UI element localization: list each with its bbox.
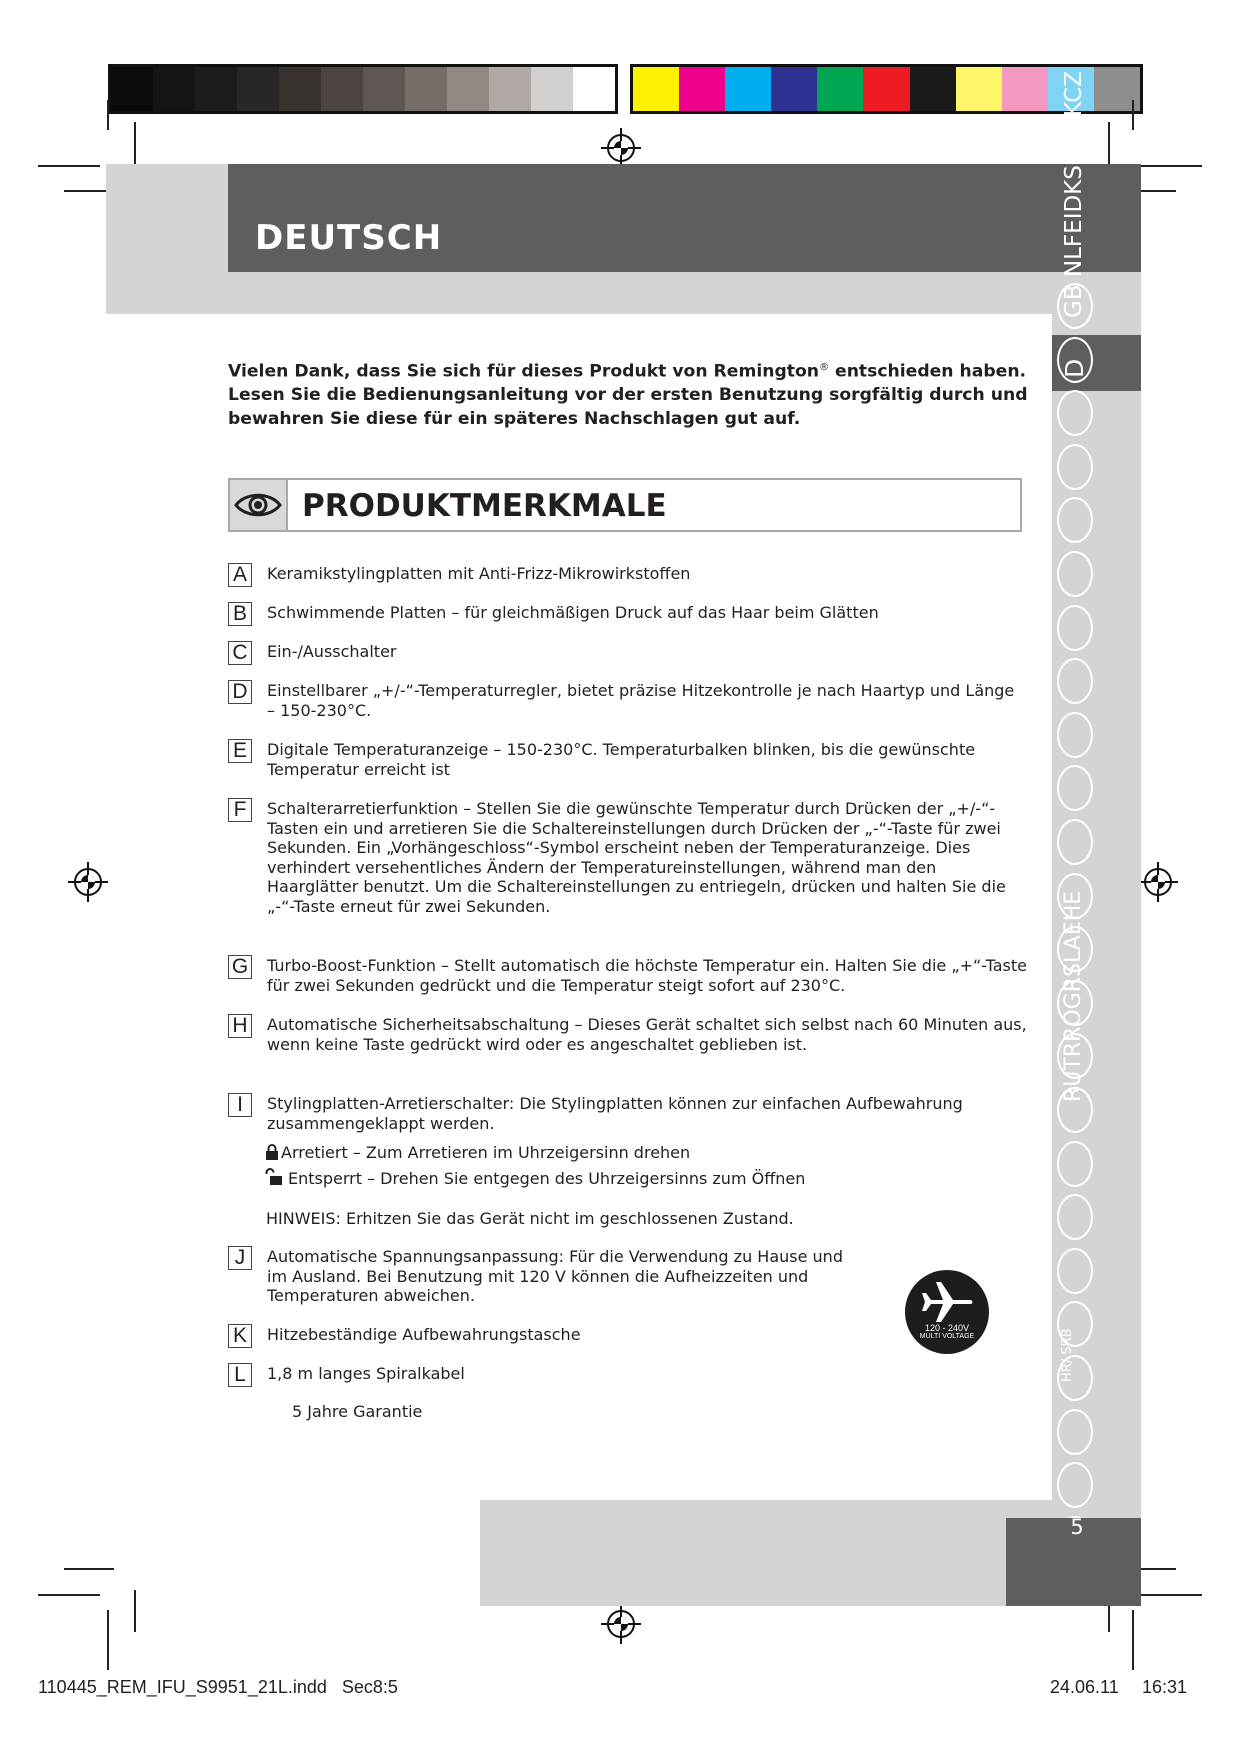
- intro-text-start: Vielen Dank, dass Sie sich für dieses Produkt von Remington: [228, 361, 820, 382]
- language-codes-top: GB NLFEIDKSFIPSKCZ: [1061, 71, 1087, 318]
- color-swatch: [195, 67, 237, 111]
- feature-letter: B: [228, 602, 252, 626]
- color-swatch: [725, 67, 772, 111]
- feature-letter: J: [228, 1246, 252, 1270]
- language-tab-circle[interactable]: [1057, 1141, 1093, 1187]
- feature-text: Stylingplatten-Arretierschalter: Die Stylingplatten können zur einfachen Aufbewahrung zusammengeklappt werden.: [267, 1094, 963, 1133]
- feature-text: Schalterarretierfunktion – Stellen Sie die gewünschte Temperatur durch Drücken der „+/-“-Tasten ein und arretieren Sie die Schaltereinstellungen durch Drücken der „-“-Taste für zwei Sekunden. Ein „Vorhängeschloss“-Symbol erscheint neben der Temperaturanzeige. Dies verhindert versehentliches Ändern der Temperatureinstellungen, während man den Haarglätter benutzt. Um die Schaltereinstellungen zu entriegeln, drücken und halten Sie die „-“-Taste erneut für zwei Sekunden.: [267, 799, 1006, 916]
- feature-letter: D: [228, 680, 252, 704]
- lock-closed-icon: [265, 1143, 279, 1160]
- feature-text: Digitale Temperaturanzeige – 150-230°C. Temperaturbalken blinken, bis die gewünschte Temperatur erreicht ist: [267, 740, 976, 779]
- language-tab-circle[interactable]: [1057, 1194, 1093, 1240]
- feature-letter: F: [228, 798, 252, 822]
- language-tab-circle[interactable]: [1057, 658, 1093, 704]
- color-swatch: [153, 67, 195, 111]
- section-icon-cell: [230, 480, 288, 530]
- color-swatch: [237, 67, 279, 111]
- airplane-icon: [921, 1280, 973, 1324]
- feature-letter: I: [228, 1093, 252, 1117]
- feature-letter: K: [228, 1324, 252, 1348]
- color-swatch: [679, 67, 726, 111]
- feature-text: Turbo-Boost-Funktion – Stellt automatisch die höchste Temperatur ein. Halten Sie die „+“-Taste für zwei Sekunden gedrückt und die Temperatur steigt sofort auf 230°C.: [267, 956, 1027, 995]
- crop-mark: [1140, 1594, 1202, 1596]
- lock-open-icon: [265, 1168, 283, 1185]
- crop-mark: [1140, 165, 1202, 167]
- color-swatch: [363, 67, 405, 111]
- page-frame-top: [106, 272, 1141, 314]
- color-swatch: [910, 67, 957, 111]
- eye-icon: [230, 480, 286, 530]
- intro-paragraph: [228, 356, 1028, 431]
- color-swatch: [447, 67, 489, 111]
- language-title: DEUTSCH: [255, 218, 443, 258]
- lock-unlocked-text: Entsperrt – Drehen Sie entgegen des Uhrzeigersinns zum Öffnen: [288, 1169, 806, 1188]
- language-tab-circle[interactable]: [1057, 551, 1093, 597]
- color-swatch: [1002, 67, 1049, 111]
- registration-mark-icon: [68, 862, 108, 902]
- feature-text: Automatische Sicherheitsabschaltung – Dieses Gerät schaltet sich selbst nach 60 Minuten aus, wenn keine Taste gedrückt wird oder es angeschaltet geblieben ist.: [267, 1015, 1027, 1054]
- language-tab-circle[interactable]: [1057, 712, 1093, 758]
- language-tab-circle[interactable]: [1057, 1409, 1093, 1455]
- color-swatch: [489, 67, 531, 111]
- feature-letter: H: [228, 1014, 252, 1038]
- footer-time: 16:31: [1142, 1677, 1188, 1697]
- registration-mark-icon: [601, 128, 641, 168]
- color-swatch: [405, 67, 447, 111]
- color-swatch: [573, 67, 615, 111]
- section-title: PRODUKTMERKMALE: [302, 488, 667, 524]
- language-tab-circle[interactable]: [1057, 444, 1093, 490]
- crop-mark: [107, 100, 109, 130]
- crop-mark: [38, 1594, 100, 1596]
- crop-mark: [1132, 1610, 1134, 1670]
- color-swatch: [771, 67, 818, 111]
- footer-file-info: 110445_REM_IFU_S9951_21L.indd Sec8:5: [38, 1677, 398, 1697]
- feature-letter: G: [228, 955, 252, 979]
- language-tab-circle[interactable]: [1057, 1462, 1093, 1508]
- active-language-tab: D: [1060, 358, 1089, 378]
- color-swatch: [956, 67, 1003, 111]
- badge-voltage: 120 - 240V: [924, 1323, 970, 1333]
- badge-label: MULTI VOLTAGE: [919, 1333, 975, 1340]
- color-swatch: [111, 67, 153, 111]
- feature-letter: L: [228, 1363, 252, 1387]
- crop-mark: [64, 1568, 114, 1570]
- intro-text-end: entschieden haben. Lesen Sie die Bedienungsanleitung vor der ersten Benutzung sorgfältig durch und bewahren Sie diese für ein späteres Nachschlagen gut auf.: [228, 361, 1028, 429]
- language-tab-circle[interactable]: [1057, 819, 1093, 865]
- crop-mark: [1132, 100, 1134, 130]
- registration-mark-icon: [601, 1604, 641, 1644]
- registration-mark-icon: [1138, 862, 1178, 902]
- feature-text: Hitzebeständige Aufbewahrungstasche: [267, 1325, 581, 1344]
- color-swatch: [279, 67, 321, 111]
- language-tab-circle[interactable]: [1057, 1248, 1093, 1294]
- feature-text: Ein-/Ausschalter: [267, 642, 397, 661]
- feature-text: Schwimmende Platten – für gleichmäßigen Druck auf das Haar beim Glätten: [267, 603, 879, 622]
- warranty-text: 5 Jahre Garantie: [292, 1402, 423, 1421]
- color-swatch: [633, 67, 680, 111]
- color-swatch: [863, 67, 910, 111]
- language-codes-small: HR/ SRB: [1060, 1328, 1075, 1382]
- feature-text: Einstellbarer „+/-“-Temperaturregler, bietet präzise Hitzekontrolle je nach Haartyp und Länge – 150-230°C.: [267, 681, 1015, 720]
- registered-mark: ®: [819, 362, 830, 373]
- lock-locked-text: Arretiert – Zum Arretieren im Uhrzeigersinn drehen: [281, 1143, 691, 1162]
- color-swatch: [321, 67, 363, 111]
- crop-mark: [134, 1590, 136, 1632]
- multi-voltage-badge: [905, 1270, 989, 1354]
- page-number: 5: [1070, 1515, 1084, 1539]
- feature-text: 1,8 m langes Spiralkabel: [267, 1364, 465, 1383]
- color-swatch: [817, 67, 864, 111]
- note-text: HINWEIS: Erhitzen Sie das Gerät nicht im geschlossenen Zustand.: [266, 1209, 794, 1228]
- feature-letter: A: [228, 563, 252, 587]
- language-tab-circle[interactable]: [1057, 605, 1093, 651]
- language-codes-bottom: RUTRROGRSLAEHE: [1061, 890, 1086, 1102]
- crop-mark: [38, 165, 100, 167]
- feature-text: Keramikstylingplatten mit Anti-Frizz-Mikrowirkstoffen: [267, 564, 691, 583]
- feature-letter: E: [228, 739, 252, 763]
- language-tab-circle[interactable]: [1057, 390, 1093, 436]
- color-swatch: [531, 67, 573, 111]
- footer-date: 24.06.11: [1050, 1677, 1119, 1697]
- section-header: [228, 478, 1022, 532]
- crop-mark: [107, 1610, 109, 1670]
- feature-letter: C: [228, 641, 252, 665]
- feature-text: Automatische Spannungsanpassung: Für die Verwendung zu Hause und im Ausland. Bei Benutzung mit 120 V können die Aufheizzeiten und Temperaturen abweichen.: [267, 1247, 843, 1305]
